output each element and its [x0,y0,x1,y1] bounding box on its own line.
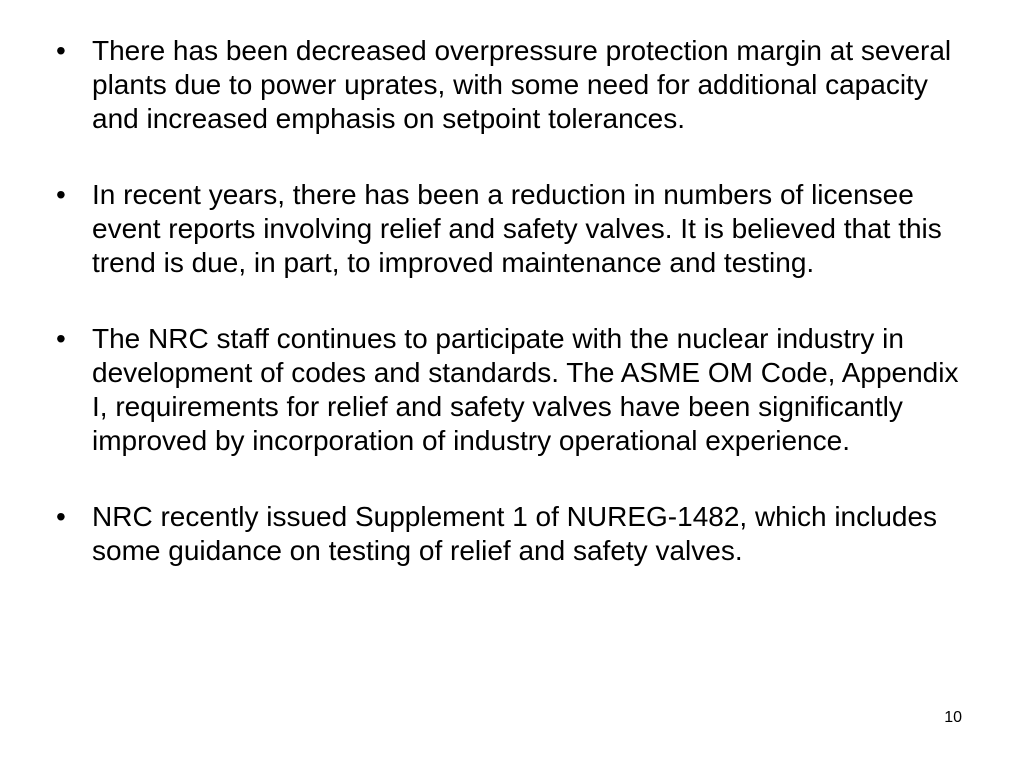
bullet-list [56,34,976,568]
bullet-item [56,322,976,458]
bullet-item [56,178,976,280]
bullet-text: NRC recently issued Supplement 1 of NUREG-1482, which includes some guidance on testing of relief and safety valves. [92,501,938,566]
bullet-marker: • [56,501,66,532]
bullet-marker: • [56,179,66,210]
bullet-item [56,34,976,136]
bullet-marker: • [56,323,66,354]
bullet-marker: • [56,35,66,66]
page-number: 10 [944,709,962,726]
bullet-text: There has been decreased overpressure protection margin at several plants due to power uprates, with some need for additional capacity and increased emphasis on setpoint tolerances. [92,35,952,134]
bullet-text: The NRC staff continues to participate with the nuclear industry in development of codes and standards. The ASME OM Code, Appendix I, requirements for relief and safety valves have been significantly improved by incorporation of industry operational experience. [92,323,959,456]
bullet-text: In recent years, there has been a reduction in numbers of licensee event reports involving relief and safety valves. It is believed that this trend is due, in part, to improved maintenance and testing. [92,179,942,278]
bullet-item [56,500,976,568]
